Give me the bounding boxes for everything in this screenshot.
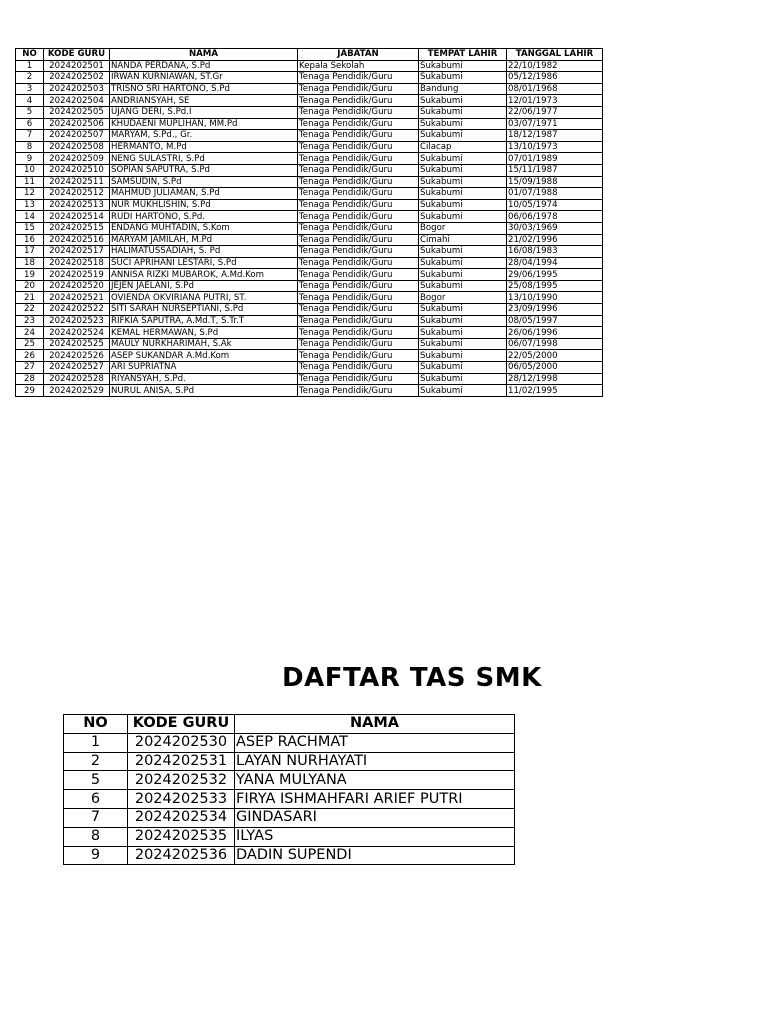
- cell-tempat-lahir: Sukabumi: [419, 385, 507, 397]
- cell-tanggal-lahir: 28/12/1998: [507, 373, 603, 385]
- cell-tanggal-lahir: 22/10/1982: [507, 60, 603, 72]
- table-row: [16, 199, 603, 211]
- cell-nama: JEJEN JAELANI, S.Pd: [110, 280, 298, 292]
- cell-no: 20: [16, 280, 44, 292]
- cell-jabatan: Tenaga Pendidik/Guru: [298, 280, 419, 292]
- table-row: [64, 808, 515, 827]
- cell-tempat-lahir: Sukabumi: [419, 257, 507, 269]
- table-row: [16, 350, 603, 362]
- cell-kode-guru: 2024202512: [44, 188, 110, 200]
- cell-no: 23: [16, 315, 44, 327]
- cell-nama: HALIMATUSSADIAH, S. Pd: [110, 246, 298, 258]
- cell-nama: NUR MUKHLISHIN, S.Pd: [110, 199, 298, 211]
- cell-kode-guru: 2024202502: [44, 72, 110, 84]
- cell-tempat-lahir: Sukabumi: [419, 280, 507, 292]
- table-row: [16, 95, 603, 107]
- cell-tempat-lahir: Bandung: [419, 83, 507, 95]
- cell-kode-guru: 2024202510: [44, 164, 110, 176]
- cell-tanggal-lahir: 22/05/2000: [507, 350, 603, 362]
- table-row: [64, 771, 515, 790]
- cell-kode-guru: 2024202518: [44, 257, 110, 269]
- table-row: [16, 164, 603, 176]
- cell-tempat-lahir: Sukabumi: [419, 95, 507, 107]
- cell-tanggal-lahir: 06/05/2000: [507, 362, 603, 374]
- cell-tanggal-lahir: 15/11/1987: [507, 164, 603, 176]
- table-row: [64, 846, 515, 865]
- table-row: [16, 338, 603, 350]
- cell-tanggal-lahir: 25/08/1995: [507, 280, 603, 292]
- cell-kode-guru: 2024202506: [44, 118, 110, 130]
- cell-nama: OVIENDA OKVIRIANA PUTRI, ST.: [110, 292, 298, 304]
- cell-jabatan: Tenaga Pendidik/Guru: [298, 153, 419, 165]
- cell-kode-guru: 2024202533: [128, 790, 235, 809]
- table-row: [16, 292, 603, 304]
- cell-nama: ASEP SUKANDAR A.Md.Kom: [110, 350, 298, 362]
- table-header-row: [64, 715, 515, 734]
- cell-no: 7: [64, 808, 128, 827]
- cell-nama: KHUDAENI MUPLIHAN, MM.Pd: [110, 118, 298, 130]
- cell-kode-guru: 2024202526: [44, 350, 110, 362]
- cell-nama: UJANG DERI, S.Pd.I: [110, 106, 298, 118]
- cell-jabatan: Tenaga Pendidik/Guru: [298, 83, 419, 95]
- cell-no: 6: [16, 118, 44, 130]
- cell-no: 1: [16, 60, 44, 72]
- cell-tanggal-lahir: 08/01/1968: [507, 83, 603, 95]
- cell-kode-guru: 2024202503: [44, 83, 110, 95]
- cell-kode-guru: 2024202513: [44, 199, 110, 211]
- cell-tempat-lahir: Sukabumi: [419, 176, 507, 188]
- header-tanggal-lahir: TANGGAL LAHIR: [507, 49, 603, 61]
- cell-kode-guru: 2024202501: [44, 60, 110, 72]
- cell-no: 3: [16, 83, 44, 95]
- cell-no: 4: [16, 95, 44, 107]
- cell-kode-guru: 2024202519: [44, 269, 110, 281]
- cell-kode-guru: 2024202524: [44, 327, 110, 339]
- cell-nama: ANNISA RIZKI MUBAROK, A.Md.Kom: [110, 269, 298, 281]
- cell-tanggal-lahir: 21/02/1996: [507, 234, 603, 246]
- cell-no: 8: [16, 141, 44, 153]
- cell-tempat-lahir: Sukabumi: [419, 118, 507, 130]
- cell-nama: RIFKIA SAPUTRA, A.Md.T, S.Tr.T: [110, 315, 298, 327]
- header-tempat-lahir: TEMPAT LAHIR: [419, 49, 507, 61]
- cell-kode-guru: 2024202527: [44, 362, 110, 374]
- table-row: [16, 130, 603, 142]
- table-row: [64, 790, 515, 809]
- table-row: [16, 385, 603, 397]
- cell-nama: SOPIAN SAPUTRA, S.Pd: [110, 164, 298, 176]
- header-jabatan: JABATAN: [298, 49, 419, 61]
- cell-kode-guru: 2024202507: [44, 130, 110, 142]
- cell-jabatan: Tenaga Pendidik/Guru: [298, 350, 419, 362]
- cell-tanggal-lahir: 13/10/1990: [507, 292, 603, 304]
- header-nama: NAMA: [110, 49, 298, 61]
- cell-jabatan: Tenaga Pendidik/Guru: [298, 246, 419, 258]
- cell-kode-guru: 2024202530: [128, 733, 235, 752]
- cell-tanggal-lahir: 07/01/1989: [507, 153, 603, 165]
- cell-tempat-lahir: Cilacap: [419, 141, 507, 153]
- cell-nama: YANA MULYANA: [235, 771, 515, 790]
- cell-nama: NENG SULASTRI, S.Pd: [110, 153, 298, 165]
- table-row: [16, 188, 603, 200]
- cell-jabatan: Tenaga Pendidik/Guru: [298, 257, 419, 269]
- cell-tempat-lahir: Sukabumi: [419, 130, 507, 142]
- cell-jabatan: Tenaga Pendidik/Guru: [298, 234, 419, 246]
- table-row: [16, 257, 603, 269]
- cell-jabatan: Tenaga Pendidik/Guru: [298, 292, 419, 304]
- cell-no: 21: [16, 292, 44, 304]
- table-row: [16, 234, 603, 246]
- cell-jabatan: Tenaga Pendidik/Guru: [298, 72, 419, 84]
- cell-nama: DADIN SUPENDI: [235, 846, 515, 865]
- cell-nama: SAMSUDIN, S.Pd: [110, 176, 298, 188]
- header-nama: NAMA: [235, 715, 515, 734]
- cell-kode-guru: 2024202505: [44, 106, 110, 118]
- cell-tempat-lahir: Bogor: [419, 292, 507, 304]
- cell-kode-guru: 2024202511: [44, 176, 110, 188]
- cell-tanggal-lahir: 01/07/1988: [507, 188, 603, 200]
- table-row: [16, 315, 603, 327]
- cell-tanggal-lahir: 08/05/1997: [507, 315, 603, 327]
- cell-nama: ASEP RACHMAT: [235, 733, 515, 752]
- table-row: [16, 304, 603, 316]
- cell-no: 19: [16, 269, 44, 281]
- cell-no: 18: [16, 257, 44, 269]
- cell-kode-guru: 2024202509: [44, 153, 110, 165]
- cell-kode-guru: 2024202536: [128, 846, 235, 865]
- cell-nama: FIRYA ISHMAHFARI ARIEF PUTRI: [235, 790, 515, 809]
- cell-kode-guru: 2024202504: [44, 95, 110, 107]
- tas-table: [63, 714, 515, 865]
- header-kode-guru: KODE GURU: [128, 715, 235, 734]
- cell-nama: MARYAM JAMILAH, M.Pd: [110, 234, 298, 246]
- cell-nama: ANDRIANSYAH, SE: [110, 95, 298, 107]
- cell-tanggal-lahir: 18/12/1987: [507, 130, 603, 142]
- cell-kode-guru: 2024202515: [44, 222, 110, 234]
- cell-tempat-lahir: Sukabumi: [419, 153, 507, 165]
- cell-tempat-lahir: Sukabumi: [419, 246, 507, 258]
- cell-no: 7: [16, 130, 44, 142]
- cell-no: 14: [16, 211, 44, 223]
- cell-no: 8: [64, 827, 128, 846]
- cell-kode-guru: 2024202531: [128, 752, 235, 771]
- table-row: [16, 118, 603, 130]
- cell-tempat-lahir: Sukabumi: [419, 164, 507, 176]
- cell-tempat-lahir: Sukabumi: [419, 373, 507, 385]
- cell-jabatan: Tenaga Pendidik/Guru: [298, 130, 419, 142]
- cell-nama: HERMANTO, M.Pd: [110, 141, 298, 153]
- cell-tempat-lahir: Sukabumi: [419, 106, 507, 118]
- cell-nama: IRWAN KURNIAWAN, ST.Gr: [110, 72, 298, 84]
- cell-nama: NURUL ANISA, S.Pd: [110, 385, 298, 397]
- cell-no: 24: [16, 327, 44, 339]
- cell-tempat-lahir: Sukabumi: [419, 269, 507, 281]
- cell-nama: ILYAS: [235, 827, 515, 846]
- table-row: [16, 72, 603, 84]
- cell-jabatan: Tenaga Pendidik/Guru: [298, 304, 419, 316]
- cell-tempat-lahir: Bogor: [419, 222, 507, 234]
- table-row: [16, 362, 603, 374]
- cell-no: 5: [64, 771, 128, 790]
- cell-tanggal-lahir: 29/06/1995: [507, 269, 603, 281]
- cell-tanggal-lahir: 10/05/1974: [507, 199, 603, 211]
- cell-jabatan: Tenaga Pendidik/Guru: [298, 176, 419, 188]
- cell-no: 27: [16, 362, 44, 374]
- header-no: NO: [16, 49, 44, 61]
- cell-tanggal-lahir: 06/07/1998: [507, 338, 603, 350]
- cell-jabatan: Tenaga Pendidik/Guru: [298, 118, 419, 130]
- cell-kode-guru: 2024202535: [128, 827, 235, 846]
- section-title: DAFTAR TAS SMK: [282, 663, 542, 693]
- cell-tempat-lahir: Sukabumi: [419, 188, 507, 200]
- cell-tempat-lahir: Sukabumi: [419, 60, 507, 72]
- cell-no: 2: [64, 752, 128, 771]
- table-row: [16, 373, 603, 385]
- table-row: [64, 733, 515, 752]
- cell-no: 9: [16, 153, 44, 165]
- cell-jabatan: Tenaga Pendidik/Guru: [298, 222, 419, 234]
- cell-kode-guru: 2024202529: [44, 385, 110, 397]
- table-row: [16, 269, 603, 281]
- cell-nama: MAHMUD JULIAMAN, S.Pd: [110, 188, 298, 200]
- cell-jabatan: Tenaga Pendidik/Guru: [298, 141, 419, 153]
- cell-tempat-lahir: Sukabumi: [419, 304, 507, 316]
- cell-tanggal-lahir: 15/09/1988: [507, 176, 603, 188]
- cell-jabatan: Tenaga Pendidik/Guru: [298, 95, 419, 107]
- cell-kode-guru: 2024202521: [44, 292, 110, 304]
- cell-no: 12: [16, 188, 44, 200]
- cell-no: 22: [16, 304, 44, 316]
- cell-no: 25: [16, 338, 44, 350]
- table-row: [16, 211, 603, 223]
- cell-no: 2: [16, 72, 44, 84]
- cell-kode-guru: 2024202528: [44, 373, 110, 385]
- cell-nama: MAULY NURKHARIMAH, S.Ak: [110, 338, 298, 350]
- cell-no: 17: [16, 246, 44, 258]
- cell-kode-guru: 2024202525: [44, 338, 110, 350]
- cell-no: 16: [16, 234, 44, 246]
- cell-jabatan: Tenaga Pendidik/Guru: [298, 106, 419, 118]
- cell-nama: SUCI APRIHANI LESTARI, S.Pd: [110, 257, 298, 269]
- cell-jabatan: Tenaga Pendidik/Guru: [298, 164, 419, 176]
- cell-tempat-lahir: Sukabumi: [419, 199, 507, 211]
- teacher-table: [15, 48, 603, 397]
- table-row: [16, 280, 603, 292]
- cell-nama: MARYAM, S.Pd., Gr.: [110, 130, 298, 142]
- cell-tanggal-lahir: 28/04/1994: [507, 257, 603, 269]
- cell-no: 15: [16, 222, 44, 234]
- cell-nama: ARI SUPRIATNA: [110, 362, 298, 374]
- cell-jabatan: Tenaga Pendidik/Guru: [298, 373, 419, 385]
- cell-tanggal-lahir: 05/12/1986: [507, 72, 603, 84]
- cell-tempat-lahir: Sukabumi: [419, 362, 507, 374]
- cell-kode-guru: 2024202534: [128, 808, 235, 827]
- cell-nama: LAYAN NURHAYATI: [235, 752, 515, 771]
- cell-kode-guru: 2024202532: [128, 771, 235, 790]
- cell-jabatan: Tenaga Pendidik/Guru: [298, 315, 419, 327]
- section-title-wrap: [282, 660, 542, 696]
- cell-kode-guru: 2024202514: [44, 211, 110, 223]
- cell-tempat-lahir: Sukabumi: [419, 338, 507, 350]
- table-row: [16, 327, 603, 339]
- table-row: [16, 222, 603, 234]
- cell-jabatan: Tenaga Pendidik/Guru: [298, 199, 419, 211]
- cell-nama: ENDANG MUHTADIN, S.Kom: [110, 222, 298, 234]
- cell-tempat-lahir: Sukabumi: [419, 327, 507, 339]
- table-row: [16, 60, 603, 72]
- cell-nama: KEMAL HERMAWAN, S.Pd: [110, 327, 298, 339]
- cell-jabatan: Tenaga Pendidik/Guru: [298, 327, 419, 339]
- cell-tanggal-lahir: 30/03/1969: [507, 222, 603, 234]
- cell-no: 5: [16, 106, 44, 118]
- cell-tempat-lahir: Sukabumi: [419, 350, 507, 362]
- cell-nama: NANDA PERDANA, S.Pd: [110, 60, 298, 72]
- table-row: [16, 246, 603, 258]
- table-header-row: [16, 49, 603, 61]
- cell-kode-guru: 2024202520: [44, 280, 110, 292]
- cell-jabatan: Tenaga Pendidik/Guru: [298, 362, 419, 374]
- table-row: [16, 83, 603, 95]
- table-row: [64, 752, 515, 771]
- cell-tanggal-lahir: 13/10/1973: [507, 141, 603, 153]
- table-row: [16, 141, 603, 153]
- table-row: [64, 827, 515, 846]
- cell-tempat-lahir: Sukabumi: [419, 315, 507, 327]
- header-kode-guru: KODE GURU: [44, 49, 110, 61]
- cell-kode-guru: 2024202516: [44, 234, 110, 246]
- cell-no: 1: [64, 733, 128, 752]
- table-row: [16, 106, 603, 118]
- cell-jabatan: Tenaga Pendidik/Guru: [298, 188, 419, 200]
- cell-no: 11: [16, 176, 44, 188]
- cell-jabatan: Tenaga Pendidik/Guru: [298, 269, 419, 281]
- cell-jabatan: Kepala Sekolah: [298, 60, 419, 72]
- cell-tanggal-lahir: 12/01/1973: [507, 95, 603, 107]
- cell-no: 9: [64, 846, 128, 865]
- cell-tanggal-lahir: 06/06/1978: [507, 211, 603, 223]
- cell-tanggal-lahir: 16/08/1983: [507, 246, 603, 258]
- cell-nama: RIYANSYAH, S.Pd.: [110, 373, 298, 385]
- cell-tempat-lahir: Sukabumi: [419, 211, 507, 223]
- header-no: NO: [64, 715, 128, 734]
- cell-no: 26: [16, 350, 44, 362]
- cell-nama: GINDASARI: [235, 808, 515, 827]
- cell-jabatan: Tenaga Pendidik/Guru: [298, 385, 419, 397]
- cell-tanggal-lahir: 26/06/1996: [507, 327, 603, 339]
- cell-no: 13: [16, 199, 44, 211]
- cell-kode-guru: 2024202508: [44, 141, 110, 153]
- cell-nama: TRISNO SRI HARTONO, S.Pd: [110, 83, 298, 95]
- cell-no: 28: [16, 373, 44, 385]
- cell-nama: RUDI HARTONO, S.Pd.: [110, 211, 298, 223]
- table-row: [16, 153, 603, 165]
- table-row: [16, 176, 603, 188]
- cell-tanggal-lahir: 11/02/1995: [507, 385, 603, 397]
- cell-nama: SITI SARAH NURSEPTIANI, S.Pd: [110, 304, 298, 316]
- cell-tempat-lahir: Cimahi: [419, 234, 507, 246]
- cell-tanggal-lahir: 23/09/1996: [507, 304, 603, 316]
- cell-kode-guru: 2024202522: [44, 304, 110, 316]
- cell-no: 6: [64, 790, 128, 809]
- cell-kode-guru: 2024202523: [44, 315, 110, 327]
- cell-tanggal-lahir: 03/07/1971: [507, 118, 603, 130]
- cell-jabatan: Tenaga Pendidik/Guru: [298, 211, 419, 223]
- cell-kode-guru: 2024202517: [44, 246, 110, 258]
- cell-tempat-lahir: Sukabumi: [419, 72, 507, 84]
- cell-tanggal-lahir: 22/06/1977: [507, 106, 603, 118]
- cell-no: 10: [16, 164, 44, 176]
- cell-jabatan: Tenaga Pendidik/Guru: [298, 338, 419, 350]
- cell-no: 29: [16, 385, 44, 397]
